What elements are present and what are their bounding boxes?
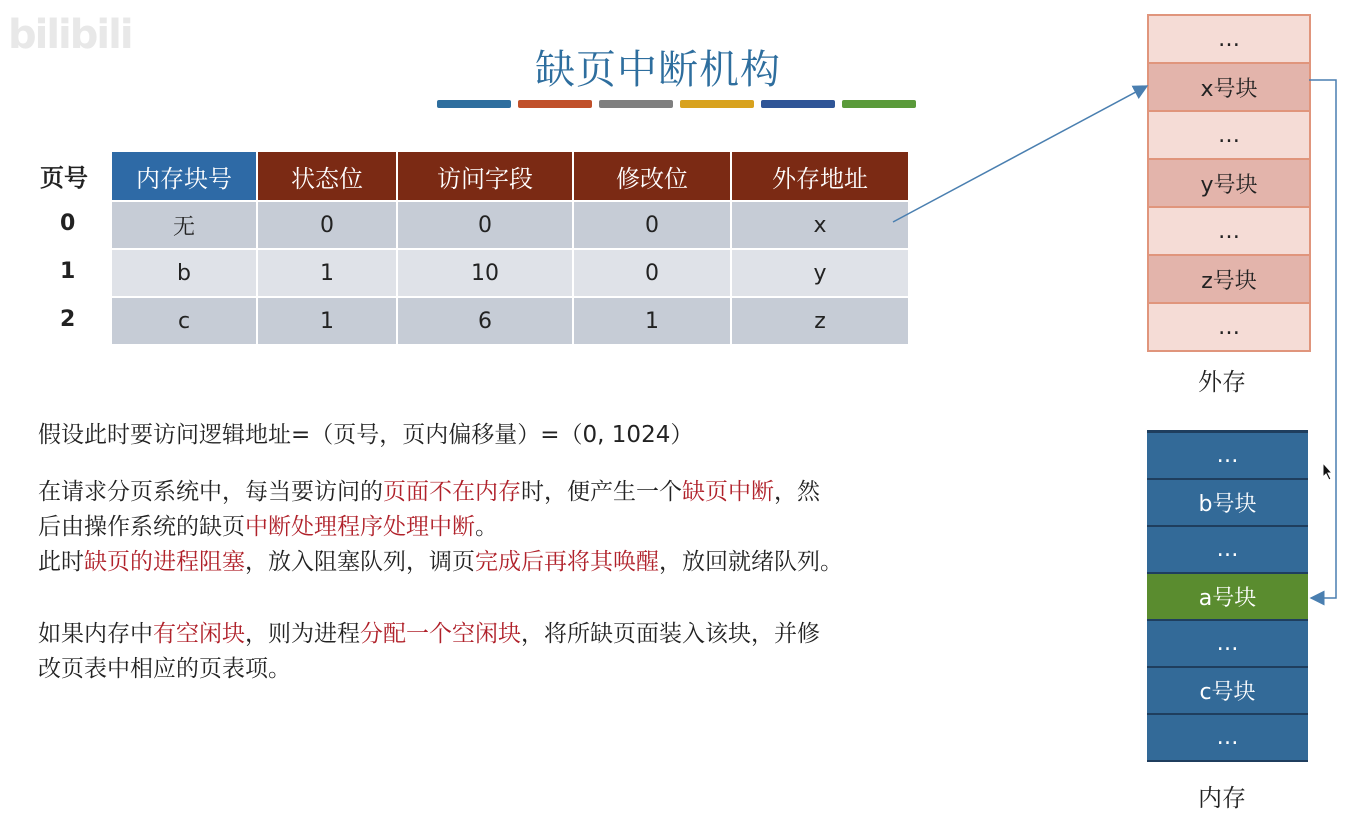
text-span: ，放回就绪队列。 xyxy=(659,549,843,575)
highlight-text: 缺页的进程阻塞 xyxy=(84,549,245,575)
table-cell: 6 xyxy=(397,297,573,344)
slide-title: 缺页中断机构 xyxy=(535,47,781,93)
address-to-disk-arrow xyxy=(893,86,1147,222)
table-cell: 无 xyxy=(112,201,257,249)
disk-block-y: y号块 xyxy=(1149,160,1309,208)
text-span: 在请求分页系统中，每当要访问的 xyxy=(38,479,383,505)
column-header: 外存地址 xyxy=(731,152,909,201)
text-span: 后由操作系统的缺页 xyxy=(38,514,245,540)
text-span: 改页表中相应的页表项。 xyxy=(38,656,291,682)
text-span: ，将所缺页面装入该块，并修 xyxy=(521,621,820,647)
text-span: ，则为进程 xyxy=(245,621,360,647)
text-span: 如果内存中 xyxy=(38,621,153,647)
bilibili-watermark: bilibili xyxy=(8,12,132,58)
page-number-header: 页号 xyxy=(40,164,88,192)
page-number: 0 xyxy=(60,211,76,236)
memory-block-c: c号块 xyxy=(1147,668,1308,715)
highlight-text: 完成后再将其唤醒 xyxy=(475,549,659,575)
table-cell: 0 xyxy=(397,201,573,249)
memory-block-b: b号块 xyxy=(1147,480,1308,527)
table-cell: 0 xyxy=(573,201,731,249)
memory-block: … xyxy=(1147,433,1308,480)
memory-block-a: a号块 xyxy=(1147,574,1308,621)
table-cell: 1 xyxy=(257,249,397,297)
text-span: 时，便产生一个 xyxy=(521,479,682,505)
table-cell: 1 xyxy=(257,297,397,344)
external-storage-caption: 外存 xyxy=(1198,368,1246,396)
table-cell: 1 xyxy=(573,297,731,344)
highlight-text: 缺页中断 xyxy=(682,479,774,505)
column-header: 访问字段 xyxy=(397,152,573,201)
disk-block: … xyxy=(1149,112,1309,160)
disk-block-x: x号块 xyxy=(1149,64,1309,112)
column-header: 修改位 xyxy=(573,152,731,201)
table-cell: 10 xyxy=(397,249,573,297)
page-number: 1 xyxy=(60,259,76,284)
memory-block: … xyxy=(1147,715,1308,762)
disk-block: … xyxy=(1149,208,1309,256)
column-header: 内存块号 xyxy=(112,152,257,201)
memory-block: … xyxy=(1147,527,1308,574)
mouse-cursor-icon xyxy=(1322,462,1334,482)
highlight-text: 分配一个空闲块 xyxy=(360,621,521,647)
text-span: 此时 xyxy=(38,549,84,575)
disk-block: … xyxy=(1149,304,1309,350)
disk-to-memory-arrow xyxy=(1309,80,1336,598)
logical-address-statement: 假设此时要访问逻辑地址=（页号，页内偏移量）=（0, 1024） xyxy=(38,422,694,448)
table-cell: b xyxy=(112,249,257,297)
table-cell: 0 xyxy=(573,249,731,297)
table-cell: c xyxy=(112,297,257,344)
table-cell: x xyxy=(731,201,909,249)
highlight-text: 中断处理程序处理中断 xyxy=(245,514,475,540)
text-span: ，然 xyxy=(774,479,820,505)
disk-block-z: z号块 xyxy=(1149,256,1309,304)
highlight-text: 有空闲块 xyxy=(153,621,245,647)
table-cell: z xyxy=(731,297,909,344)
disk-block: … xyxy=(1149,16,1309,64)
table-cell: y xyxy=(731,249,909,297)
highlight-text: 页面不在内存 xyxy=(383,479,521,505)
memory-caption: 内存 xyxy=(1198,784,1246,812)
table-cell: 0 xyxy=(257,201,397,249)
text-span: 。 xyxy=(475,514,498,540)
memory-block: … xyxy=(1147,621,1308,668)
page-number: 2 xyxy=(60,307,76,332)
column-header: 状态位 xyxy=(257,152,397,201)
text-span: ，放入阻塞队列，调页 xyxy=(245,549,475,575)
